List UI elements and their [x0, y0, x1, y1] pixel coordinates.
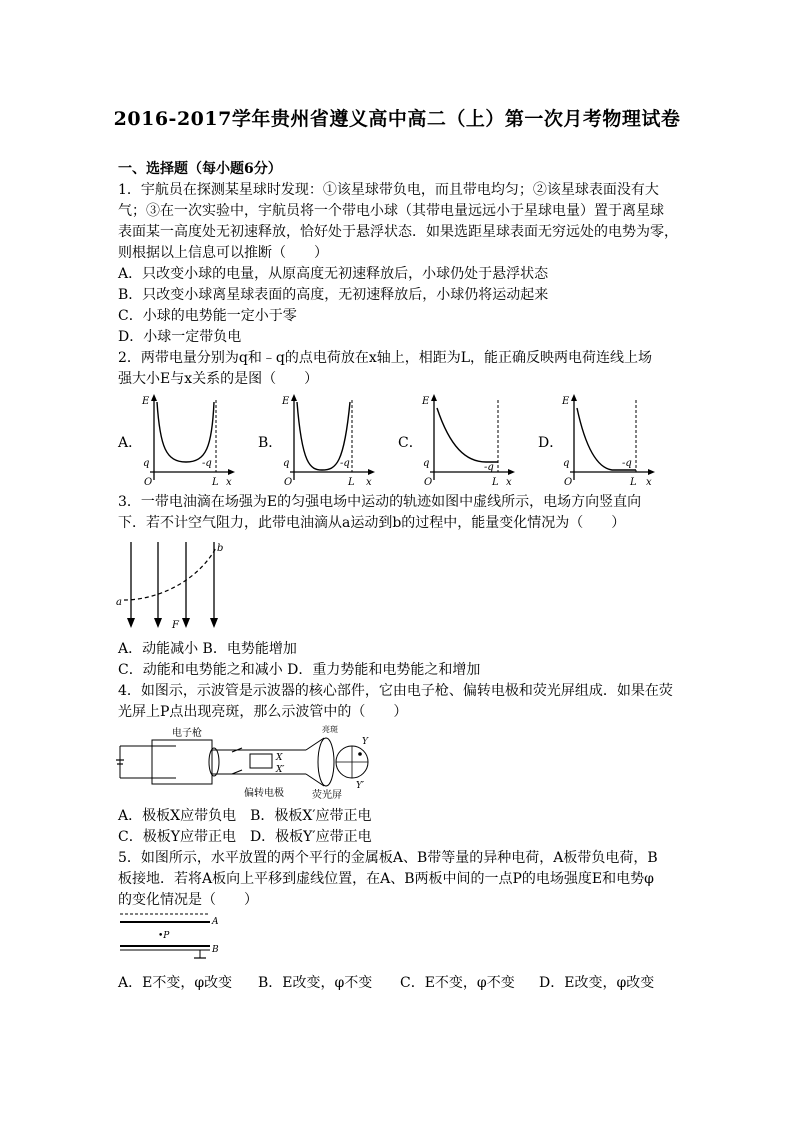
- trajectory-dashed-curve: [124, 548, 216, 600]
- y-arrow-icon: [291, 394, 297, 401]
- q5-option-b: B．E改变，φ不变: [258, 975, 373, 991]
- x-arrow-icon: [228, 469, 235, 475]
- label-y: Y: [362, 737, 368, 747]
- label-electron-gun: 电子枪: [172, 728, 202, 739]
- q5-capacitor-figure: [116, 910, 226, 966]
- label-x: X: [276, 753, 283, 763]
- q5-line-2: 板接地．若将A板向上平移到虚线位置，在A、B两板中间的一点P的电场强度E和电势φ: [118, 871, 654, 887]
- q3-options-line-2: C．动能和电势能之和减小 D．重力势能和电势能之和增加: [118, 662, 481, 678]
- axis-label-e: E: [422, 396, 430, 407]
- q2-graph-c: [420, 392, 516, 488]
- label-o: O: [424, 477, 433, 488]
- q2-label-a: A．: [118, 435, 143, 451]
- q1-option-d: D．小球一定带负电: [118, 329, 242, 345]
- x-plates: [250, 754, 272, 768]
- label-q: q: [563, 458, 570, 469]
- q2-label-d: D．: [538, 435, 564, 451]
- label-o: O: [564, 477, 573, 488]
- label-q: q: [423, 458, 430, 469]
- q5-line-3: 的变化情况是（ ）: [118, 892, 258, 908]
- q1-option-b: B．只改变小球离星球表面的高度，无初速释放后，小球仍将运动起来: [118, 287, 549, 303]
- x-arrow-icon: [648, 469, 655, 475]
- q2-line-1: 2．两带电量分别为q和﹣q的点电荷放在x轴上，相距为L，能正确反映两电荷连线上场: [118, 350, 653, 366]
- axis-label-e: E: [142, 396, 150, 407]
- label-o: O: [284, 477, 293, 488]
- q5-option-c: C．E不变，φ不变: [400, 975, 515, 991]
- q3-options-line-1: A．动能减小 B．电势能增加: [118, 641, 297, 657]
- field-lines: [131, 542, 214, 620]
- label-q: q: [283, 458, 290, 469]
- label-l: L: [630, 477, 637, 488]
- q4-options-line-2: C．极板Y应带正电 D．极板Y′应带正电: [118, 829, 372, 845]
- x-arrow-icon: [508, 469, 515, 475]
- axis-label-e: E: [562, 396, 570, 407]
- label-neg-q: -q: [202, 458, 212, 469]
- label-b: b: [217, 543, 224, 554]
- field-curve: [437, 408, 498, 462]
- label-neg-q: -q: [622, 458, 632, 469]
- label-a: A: [212, 917, 219, 927]
- bright-spot-p: [358, 752, 362, 756]
- q2-label-c: C．: [398, 435, 423, 451]
- q2-graph-a: [140, 392, 236, 488]
- anode-ring: [209, 748, 219, 776]
- q1-option-c: C．小球的电势能一定小于零: [118, 308, 297, 324]
- q4-line-2: 光屏上P点出现亮斑，那么示波管中的（ ）: [118, 704, 408, 720]
- label-q: q: [143, 458, 150, 469]
- electron-gun-housing: [152, 740, 212, 784]
- q3-line-1: 3．一带电油滴在场强为E的匀强电场中运动的轨迹如图中虚线所示，电场方向竖直向: [118, 494, 642, 510]
- page-title: 2016-2017学年贵州省遵义高中高二（上）第一次月考物理试卷: [113, 108, 681, 130]
- y-arrow-icon: [571, 394, 577, 401]
- label-a: a: [116, 597, 122, 608]
- q3-line-2: 下．若不计空气阻力，此带电油滴从a运动到b的过程中，能量变化情况为（ ）: [118, 515, 626, 531]
- label-x: x: [646, 477, 652, 488]
- label-neg-q: -q: [340, 458, 350, 469]
- label-bright-spot: 亮斑: [322, 725, 338, 734]
- q5-option-a: A．E不变，φ改变: [118, 975, 233, 991]
- label-f: F: [172, 620, 179, 631]
- label-x: x: [506, 477, 512, 488]
- label-screen: 荧光屏: [312, 790, 342, 800]
- q1-line-2: 气；③在一次实验中，宇航员将一个带电小球（其带电量远远小于星球电量）置于离星球: [118, 203, 664, 219]
- q5-option-d: D．E改变，φ改变: [539, 975, 655, 991]
- q1-line-4: 则根据以上信息可以推断（ ）: [118, 245, 328, 261]
- label-x: x: [226, 477, 232, 488]
- screen-edge: [318, 738, 334, 786]
- q4-line-1: 4．如图示，示波管是示波器的核心部件，它由电子枪、偏转电极和荧光屏组成．如果在荧: [118, 683, 673, 699]
- y-arrow-icon: [431, 394, 437, 401]
- axis-label-e: E: [282, 396, 290, 407]
- field-curve: [157, 402, 214, 462]
- label-l: L: [212, 477, 219, 488]
- label-y-prime: Y′: [356, 781, 364, 791]
- q2-graph-d: [560, 392, 656, 488]
- q5-options-row: [118, 972, 678, 992]
- q2-graph-b: [280, 392, 376, 488]
- q4-options-line-1: A．极板X应带负电 B．极板X′应带正电: [118, 808, 372, 824]
- label-l: L: [492, 477, 499, 488]
- q3-field-figure: [116, 538, 236, 632]
- label-x-prime: X′: [276, 765, 285, 775]
- q5-line-1: 5．如图所示，水平放置的两个平行的金属板A、B带等量的异种电荷，A板带负电荷，B: [118, 850, 658, 866]
- q1-option-a: A．只改变小球的电量，从原高度无初速释放后，小球仍处于悬浮状态: [118, 266, 549, 282]
- q2-line-2: 强大小E与x关系的是图（ ）: [118, 371, 319, 387]
- q1-line-1: 1．宇航员在探测某星球时发现：①该星球带负电，而且带电均匀；②该星球表面没有大: [118, 182, 659, 198]
- y-arrow-icon: [151, 394, 157, 401]
- label-x: x: [366, 477, 372, 488]
- y-prime-plate: [232, 770, 242, 774]
- q2-label-b: B．: [258, 435, 283, 451]
- label-o: O: [144, 477, 153, 488]
- x-arrow-icon: [368, 469, 375, 475]
- q4-oscilloscope-figure: [116, 722, 376, 800]
- label-neg-q: -q: [484, 462, 494, 473]
- label-b: B: [212, 945, 219, 955]
- label-p: •P: [158, 931, 170, 941]
- q1-line-3: 表面某一高度处无初速释放，恰好处于悬浮状态．如果选距星球表面无穷远处的电势为零，: [118, 224, 678, 240]
- section-heading: 一、选择题（每小题6分）: [118, 161, 282, 177]
- label-deflection-electrodes: 偏转电极: [244, 788, 284, 799]
- label-l: L: [348, 477, 355, 488]
